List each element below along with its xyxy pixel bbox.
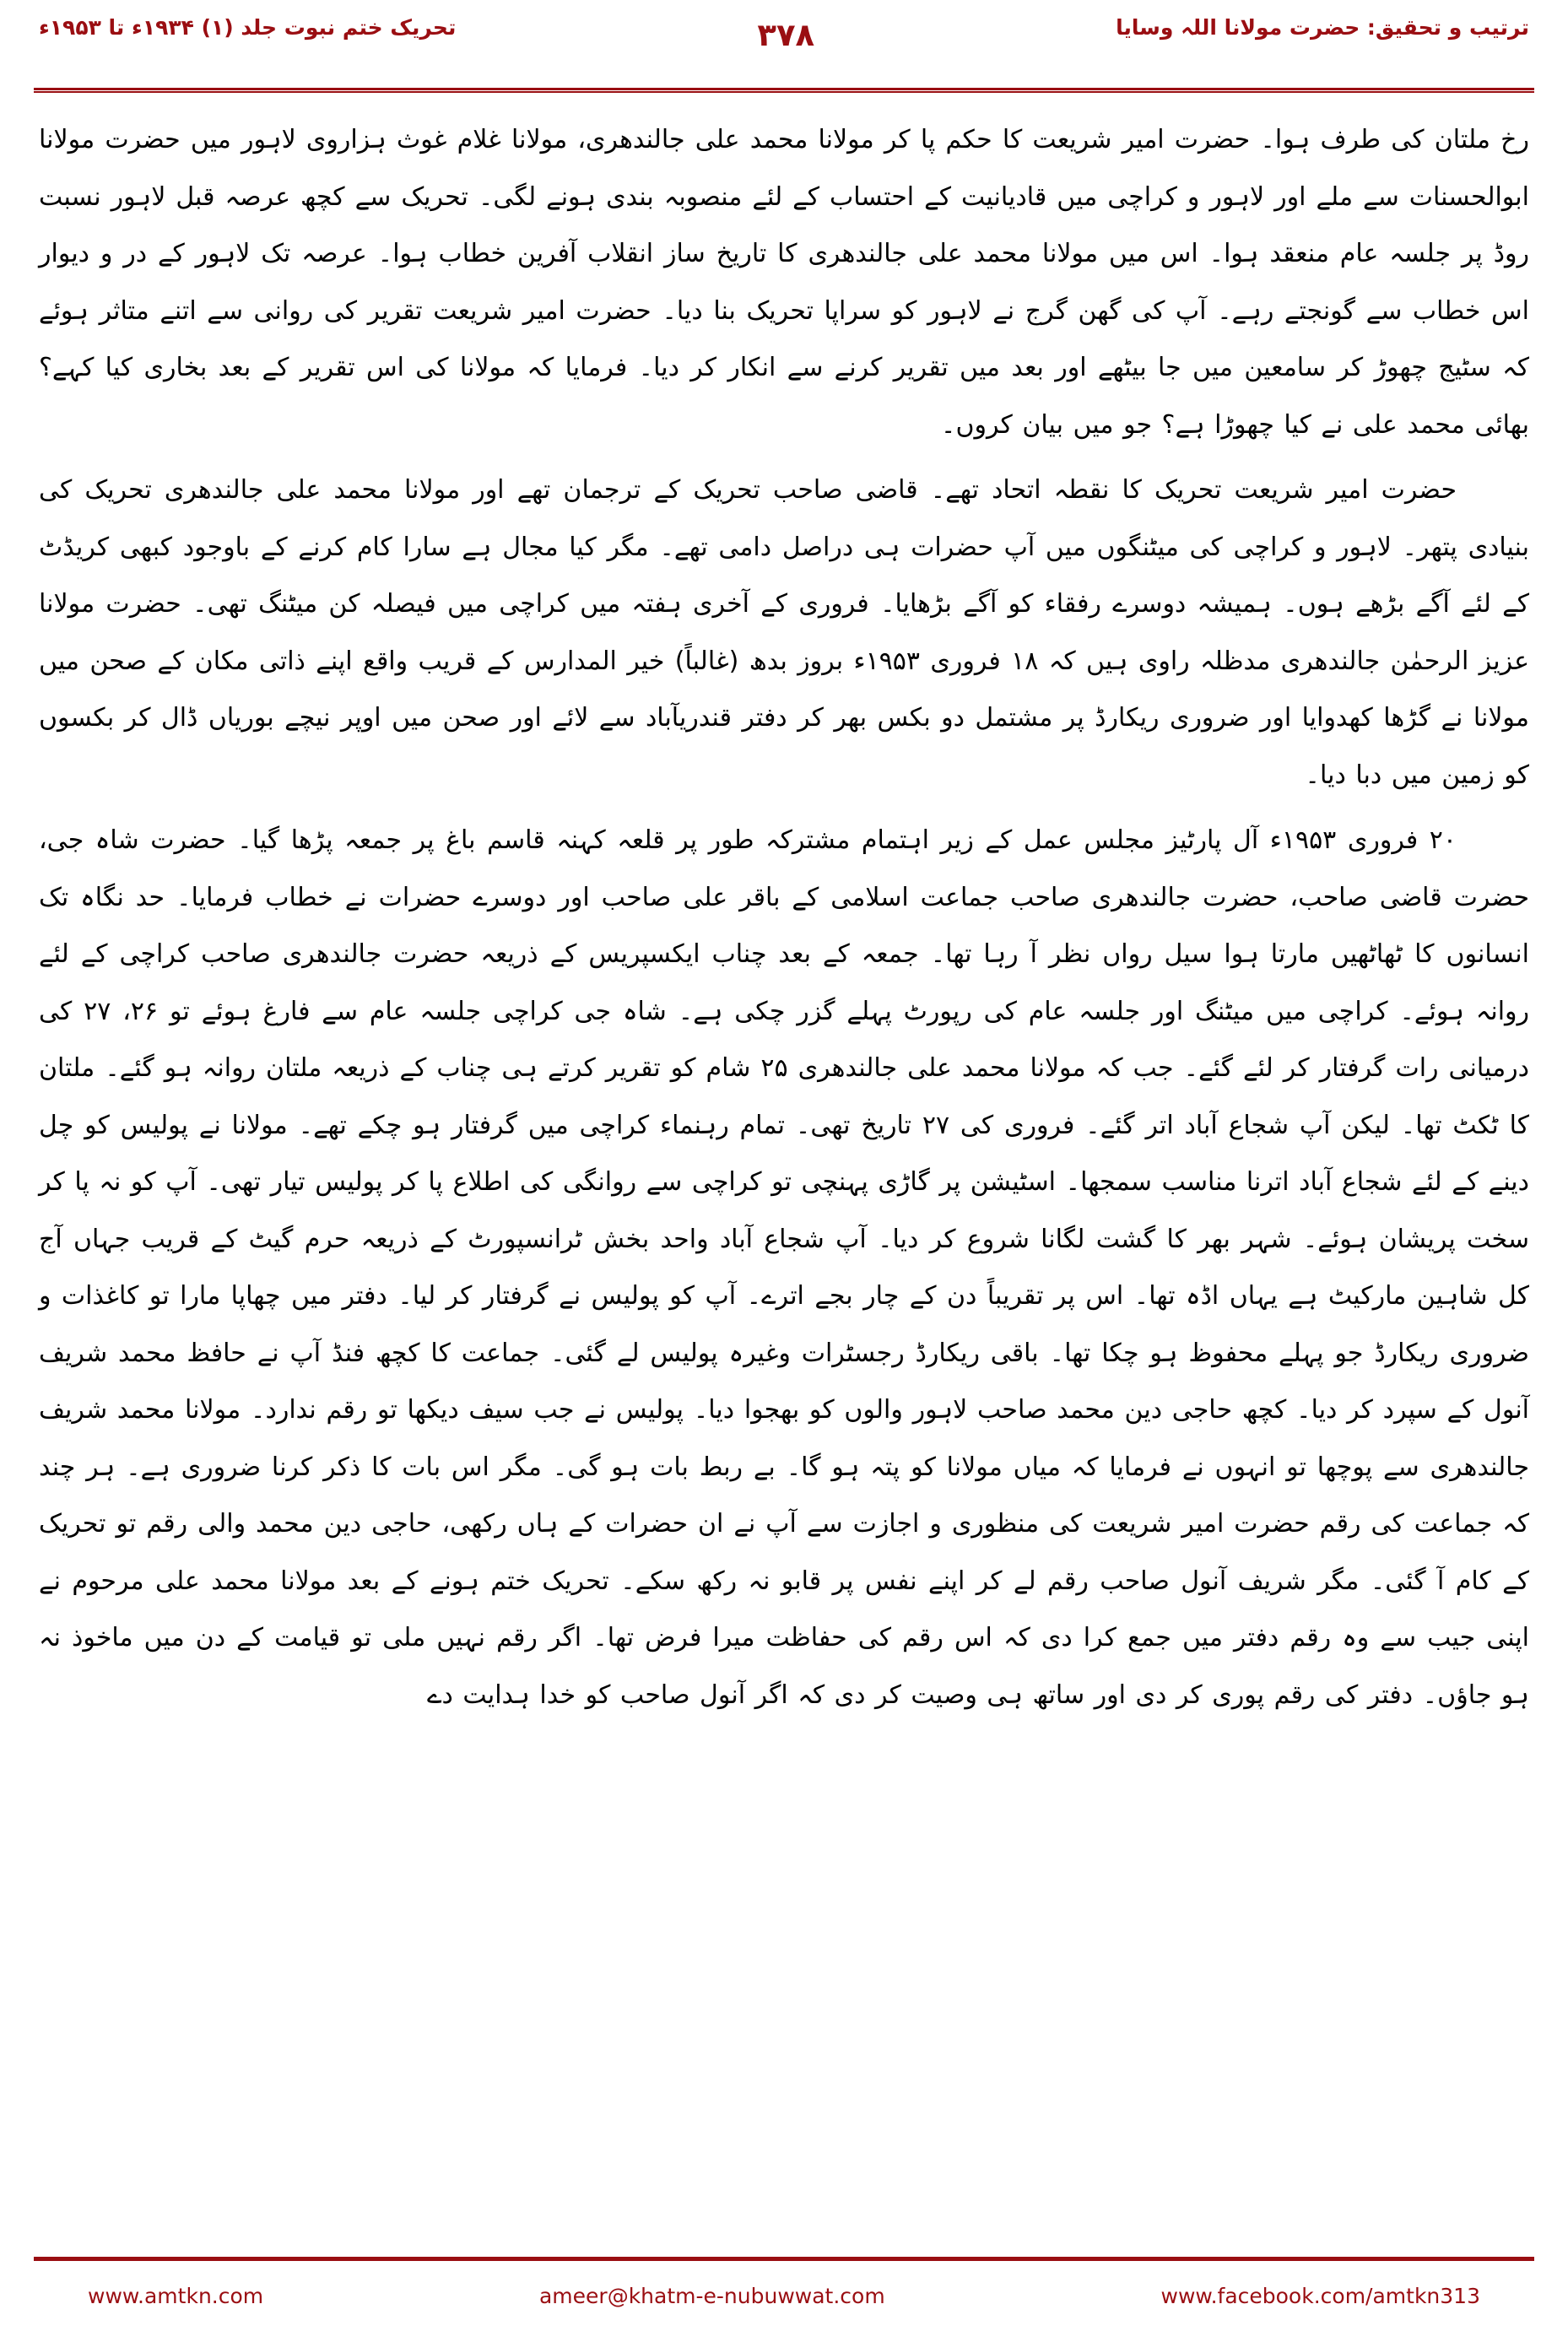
footer-website-link[interactable]: www.amtkn.com [88,2283,264,2308]
header-book-title: تحریک ختم نبوت جلد (۱) ۱۹۳۴ء تا ۱۹۵۳ء [39,15,457,40]
header-divider [34,88,1534,93]
page-number: ۳۷۸ [757,17,815,53]
footer-facebook-link[interactable]: www.facebook.com/amtkn313 [1160,2283,1480,2308]
footer-email-link[interactable]: ameer@khatm-e-nubuwwat.com [538,2283,885,2308]
paragraph-1: رخ ملتان کی طرف ہوا۔ حضرت امیر شریعت کا حکم پا کر مولانا محمد علی جالندھری، مولانا غلام غوث ہزاروی لاہور میں حضرت مولانا ابوالحسنات سے ملے اور لاہور و کراچی میں قادیانیت کے احتساب کے لئے منصوبہ بندی ہونے لگی۔ تحریک سے کچھ عرصہ قبل لاہور نسبت روڈ پر جلسہ عام منعقد ہوا۔ اس میں مولانا محمد علی جالندھری کا تاریخ ساز انقلاب آفرین خطاب ہوا۔ عرصہ تک لاہور کے در و دیوار اس خطاب سے گونجتے رہے۔ آپ کی گھن گرج نے لاہور کو سراپا تحریک بنا دیا۔ حضرت امیر شریعت تقریر کی روانی سے اتنے متاثر ہوئے کہ سٹیج چھوڑ کر سامعین میں جا بیٹھے اور بعد میں تقریر کرنے سے انکار کر دیا۔ فرمایا کہ مولانا کی اس تقریر کے بعد بخاری کیا کہے؟ بھائی محمد علی نے کیا چھوڑا ہے؟ جو میں بیان کروں۔ [39,125,1529,440]
paragraph-3: ۲۰ فروری ۱۹۵۳ء آل پارٹیز مجلس عمل کے زیر اہتمام مشترکہ طور پر قلعہ کہنہ قاسم باغ پر جمعہ پڑھا گیا۔ حضرت شاہ جی، حضرت قاضی صاحب، حضرت جالندھری صاحب جماعت اسلامی کے باقر علی صاحب اور دوسرے حضرات نے خطاب فرمایا۔ حد نگاہ تک انسانوں کا ٹھاٹھیں مارتا ہوا سیل رواں نظر آ رہا تھا۔ جمعہ کے بعد چناب ایکسپریس کے ذریعہ حضرت جالندھری صاحب کراچی کے لئے روانہ ہوئے۔ کراچی میں میٹنگ اور جلسہ عام کی رپورٹ پہلے گزر چکی ہے۔ شاہ جی کراچی جلسہ عام سے فارغ ہوئے تو ۲۶، ۲۷ کی درمیانی رات گرفتار کر لئے گئے۔ جب کہ مولانا محمد علی جالندھری ۲۵ شام کو تقریر کرتے ہی چناب کے ذریعہ ملتان روانہ ہو گئے۔ ملتان کا ٹکٹ تھا۔ لیکن آپ شجاع آباد اتر گئے۔ فروری کی ۲۷ تاریخ تھی۔ تمام رہنماء کراچی میں گرفتار ہو چکے تھے۔ مولانا نے پولیس کو چل دینے کے لئے شجاع آباد اترنا مناسب سمجھا۔ اسٹیشن پر گاڑی پہنچی تو کراچی سے روانگی کی اطلاع پا کر پولیس تیار تھی۔ آپ کو نہ پا کر سخت پریشان ہوئے۔ شہر بھر کا گشت لگانا شروع کر دیا۔ آپ شجاع آباد واحد بخش ٹرانسپورٹ کے ذریعہ حرم گیٹ کے قریب جہاں آج کل شاہین مارکیٹ ہے یہاں اڈہ تھا۔ اس پر تقریباً دن کے چار بجے اترے۔ آپ کو پولیس نے گرفتار کر لیا۔ دفتر میں چھاپا مارا تو کاغذات و ضروری ریکارڈ جو پہلے محفوظ ہو چکا تھا۔ باقی ریکارڈ رجسٹرات وغیرہ پولیس لے گئی۔ جماعت کا کچھ فنڈ آپ نے حافظ محمد شریف آنول کے سپرد کر دیا۔ کچھ حاجی دین محمد صاحب لاہور والوں کو بھجوا دیا۔ پولیس نے جب سیف دیکھا تو رقم ندارد۔ مولانا محمد شریف جالندھری سے پوچھا تو انہوں نے فرمایا کہ میاں مولانا کو پتہ ہو گا۔ بے ربط بات ہو گی۔ مگر اس بات کا ذکر کرنا ضروری ہے۔ ہر چند کہ جماعت کی رقم حضرت امیر شریعت کی منظوری و اجازت سے آپ نے ان حضرات کے ہاں رکھی، حاجی دین محمد والی رقم تو تحریک کے کام آ گئی۔ مگر شریف آنول صاحب رقم لے کر اپنے نفس پر قابو نہ رکھ سکے۔ تحریک ختم ہونے کے بعد مولانا محمد علی مرحوم نے اپنی جیب سے وہ رقم دفتر میں جمع کرا دی کہ اس رقم کی حفاظت میرا فرض تھا۔ اگر رقم نہیں ملی تو قیامت کے دن میں ماخوذ نہ ہو جاؤں۔ دفتر کی رقم پوری کر دی اور ساتھ ہی وصیت کر دی کہ اگر آنول صاحب کو خدا ہدایت دے [39,825,1530,1710]
header-compiler-credit: ترتیب و تحقیق: حضرت مولانا اللہ وسایا [1116,15,1529,40]
page-header [0,0,1568,91]
footer-divider [34,2257,1534,2261]
page-footer [39,2273,1529,2318]
page-content [39,111,1529,2230]
paragraph-2: حضرت امیر شریعت تحریک کا نقطہ اتحاد تھے۔ قاضی صاحب تحریک کے ترجمان تھے اور مولانا محمد علی جالندھری تحریک کی بنیادی پتھر۔ لاہور و کراچی کی میٹنگوں میں آپ حضرات ہی دراصل دامی تھے۔ مگر کیا مجال ہے سارا کام کرنے کے باوجود کبھی کریڈٹ کے لئے آگے بڑھے ہوں۔ ہمیشہ دوسرے رفقاء کو آگے بڑھایا۔ فروری کے آخری ہفتہ میں کراچی میں فیصلہ کن میٹنگ تھی۔ حضرت مولانا عزیز الرحمٰن جالندھری مدظلہ راوی ہیں کہ ۱۸ فروری ۱۹۵۳ء بروز بدھ (غالباً) خیر المدارس کے قریب واقع اپنے ذاتی مکان کے صحن میں مولانا نے گڑھا کھدوایا اور ضروری ریکارڈ پر مشتمل دو بکس بھر کر دفتر قندریآباد سے لائے اور صحن میں اوپر نیچے بوریاں ڈال کر بکسوں کو زمین میں دبا دیا۔ [39,475,1530,790]
